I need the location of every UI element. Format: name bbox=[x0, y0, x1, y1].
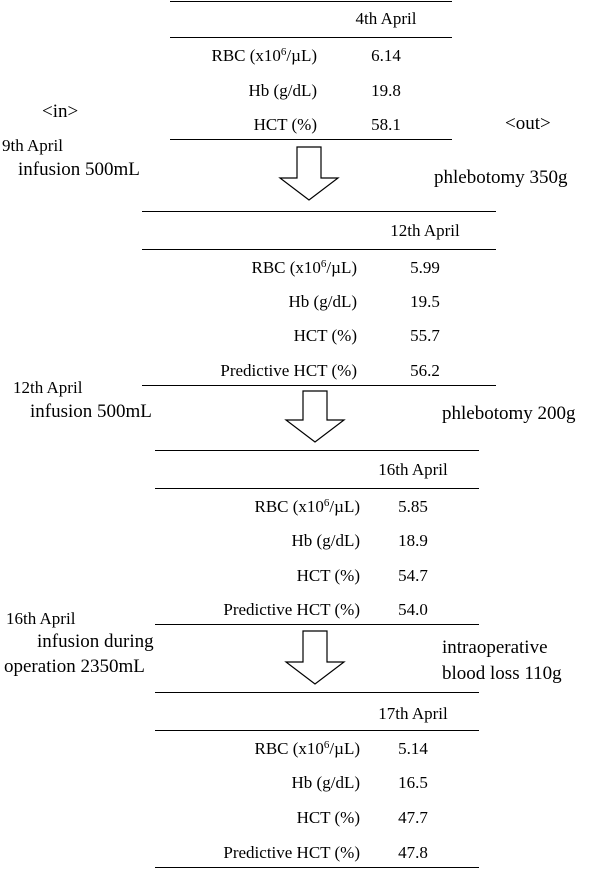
row-value-rbc: 6.14 bbox=[371, 46, 401, 65]
row-value-predictive-hct: 47.8 bbox=[398, 843, 428, 862]
table-bottom-rule bbox=[155, 624, 479, 625]
row-value-hct: 55.7 bbox=[410, 326, 440, 345]
row-value-predictive-hct: 56.2 bbox=[410, 361, 440, 380]
row-label-rbc: RBC $(x10^6/\mu L)$ bbox=[254, 739, 360, 758]
row-label-rbc: RBC $(x10^6/\mu L)$ bbox=[251, 258, 357, 277]
step-in-text: infusion 500mL bbox=[18, 159, 140, 180]
row-value-hct: 54.7 bbox=[398, 566, 428, 585]
table-date-header: 12th April bbox=[390, 221, 460, 240]
row-label-hb: Hb (g/dL) bbox=[288, 292, 357, 311]
row-label-hb: Hb (g/dL) bbox=[291, 773, 360, 792]
down-arrow-icon bbox=[284, 390, 346, 444]
row-value-hb: 18.9 bbox=[398, 531, 428, 550]
table-top-rule bbox=[155, 692, 479, 693]
table-top-rule bbox=[155, 450, 479, 451]
step-in-date: 9th April bbox=[2, 136, 63, 155]
step-out-text-line-1: intraoperative bbox=[442, 637, 548, 658]
row-label-predictive-hct: Predictive HCT (%) bbox=[223, 600, 360, 619]
table-4th-april bbox=[170, 0, 452, 140]
table-date-header: 16th April bbox=[378, 460, 448, 479]
row-label-rbc: RBC $(x10^6/\mu L)$ bbox=[254, 497, 360, 516]
step-in-text-line-2: operation 2350mL bbox=[4, 656, 145, 677]
table-date-header: 17th April bbox=[378, 704, 448, 723]
row-label-hb: Hb (g/dL) bbox=[291, 531, 360, 550]
row-value-hb: 19.8 bbox=[371, 81, 401, 100]
row-value-rbc: 5.14 bbox=[398, 739, 428, 758]
table-16th-april bbox=[155, 449, 479, 625]
row-label-predictive-hct: Predictive HCT (%) bbox=[220, 361, 357, 380]
row-value-rbc: 5.99 bbox=[410, 258, 440, 277]
row-value-hct: 47.7 bbox=[398, 808, 428, 827]
row-label-hct: HCT (%) bbox=[296, 808, 360, 827]
down-arrow-icon bbox=[278, 146, 340, 202]
in-label: <in> bbox=[42, 101, 79, 122]
table-header-rule bbox=[142, 249, 496, 250]
row-value-rbc: 5.85 bbox=[398, 497, 428, 516]
out-label: <out> bbox=[505, 113, 551, 134]
table-bottom-rule bbox=[170, 139, 452, 140]
table-header-rule bbox=[155, 488, 479, 489]
step-out-text: phlebotomy 350g bbox=[434, 167, 568, 188]
table-header-rule bbox=[155, 730, 479, 731]
row-value-hb: 19.5 bbox=[410, 292, 440, 311]
row-label-rbc: RBC $(x10^6/\mu L)$ bbox=[211, 46, 317, 65]
table-bottom-rule bbox=[142, 385, 496, 386]
table-bottom-rule bbox=[155, 867, 479, 868]
row-label-hct: HCT (%) bbox=[293, 326, 357, 345]
table-17th-april bbox=[155, 691, 479, 868]
row-value-hb: 16.5 bbox=[398, 773, 428, 792]
row-label-hct: HCT (%) bbox=[296, 566, 360, 585]
step-in-text-line-1: infusion during bbox=[37, 631, 154, 652]
table-top-rule bbox=[170, 1, 452, 2]
table-12th-april bbox=[142, 210, 496, 386]
table-header-rule bbox=[170, 37, 452, 38]
row-value-hct: 58.1 bbox=[371, 115, 401, 134]
row-value-predictive-hct: 54.0 bbox=[398, 600, 428, 619]
table-top-rule bbox=[142, 211, 496, 212]
row-label-hb: Hb (g/dL) bbox=[248, 81, 317, 100]
row-label-predictive-hct: Predictive HCT (%) bbox=[223, 843, 360, 862]
table-date-header: 4th April bbox=[355, 9, 417, 28]
step-in-date: 12th April bbox=[13, 378, 83, 397]
row-label-hct: HCT (%) bbox=[253, 115, 317, 134]
down-arrow-icon bbox=[284, 630, 346, 686]
step-in-date: 16th April bbox=[6, 609, 76, 628]
step-in-text: infusion 500mL bbox=[30, 401, 152, 422]
step-out-text-line-2: blood loss 110g bbox=[442, 663, 562, 684]
step-out-text: phlebotomy 200g bbox=[442, 403, 576, 424]
